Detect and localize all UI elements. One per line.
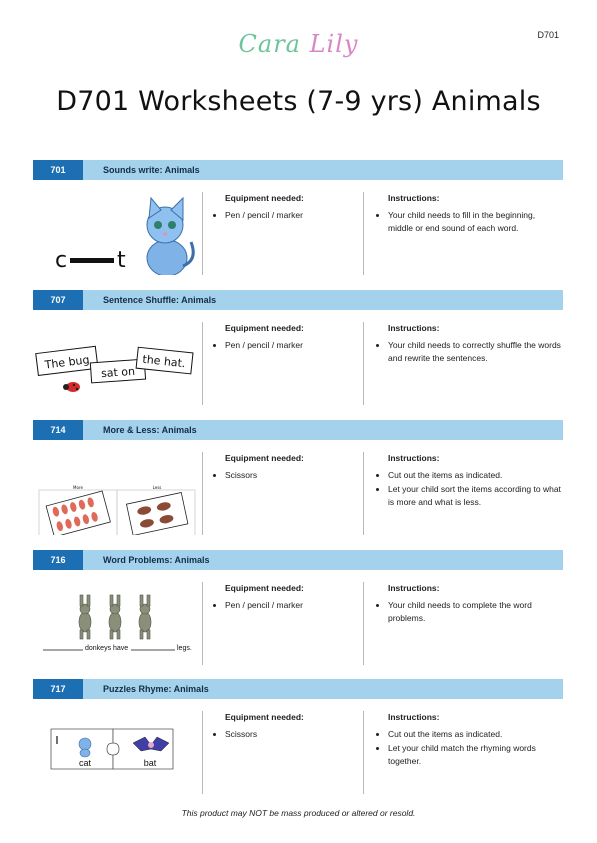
instruction-item: • Your child needs to fill in the beginning, middle or end sound of each word. <box>388 209 562 235</box>
section-number: 716 <box>33 550 83 570</box>
equipment-heading: Equipment needed: <box>225 193 304 203</box>
column-divider <box>202 322 203 405</box>
instructions-heading: Instructions: <box>388 453 440 463</box>
equipment-column <box>209 322 359 353</box>
blank-line <box>70 258 114 263</box>
column-divider <box>202 711 203 794</box>
section-717 <box>33 679 563 794</box>
instructions-heading: Instructions: <box>388 193 440 203</box>
more-label: More <box>73 485 83 490</box>
section-714 <box>33 420 563 535</box>
instruction-item: • Your child needs to complete the word problems. <box>388 599 562 625</box>
instruction-item: • Your child needs to correctly shuffle the words and rewrite the sentences. <box>388 339 562 365</box>
sentence-shuffle-illustration <box>33 310 198 405</box>
rhyme-word: bat <box>143 758 157 768</box>
logo-part-1: Cara <box>238 30 301 58</box>
column-divider <box>202 582 203 665</box>
equipment-item: • Scissors <box>225 469 359 482</box>
section-header <box>33 550 563 570</box>
section-707 <box>33 290 563 405</box>
ladybug-icon <box>63 382 80 392</box>
column-divider <box>363 452 364 535</box>
word-end-letter: t <box>117 248 126 273</box>
column-divider <box>202 452 203 535</box>
equipment-heading: Equipment needed: <box>225 453 304 463</box>
cat-icon <box>147 198 193 275</box>
document-code: D701 <box>537 30 559 40</box>
word-card: the hat. <box>141 352 187 371</box>
equipment-column <box>209 192 359 223</box>
section-name: Word Problems: Animals <box>103 555 210 565</box>
section-716 <box>33 550 563 665</box>
section-name: Puzzles Rhyme: Animals <box>103 684 209 694</box>
section-number: 714 <box>33 420 83 440</box>
cat-icon <box>79 738 91 757</box>
column-divider <box>202 192 203 275</box>
word-card: sat on <box>100 364 136 381</box>
rhyme-word: cat <box>78 758 92 768</box>
instructions-heading: Instructions: <box>388 323 440 333</box>
section-name: Sounds write: Animals <box>103 165 200 175</box>
page-title: D701 Worksheets (7-9 yrs) Animals <box>56 86 541 117</box>
less-card <box>126 493 187 535</box>
equipment-item: • Pen / pencil / marker <box>225 209 359 222</box>
equipment-heading: Equipment needed: <box>225 323 304 333</box>
section-number: 707 <box>33 290 83 310</box>
section-header <box>33 420 563 440</box>
column-divider <box>363 582 364 665</box>
instructions-column <box>372 192 562 236</box>
column-divider <box>363 711 364 794</box>
equipment-heading: Equipment needed: <box>225 712 304 722</box>
section-header <box>33 679 563 699</box>
instruction-item: • Let your child sort the items according to what is more and what is less. <box>388 483 562 509</box>
instruction-item: • Cut out the items as indicated. <box>388 469 562 482</box>
brand-logo <box>0 30 597 58</box>
problem-text-end: legs. <box>177 645 192 652</box>
equipment-item: • Pen / pencil / marker <box>225 339 359 352</box>
sounds-write-illustration <box>33 180 198 275</box>
equipment-item: • Pen / pencil / marker <box>225 599 359 612</box>
equipment-item: • Scissors <box>225 728 359 741</box>
equipment-heading: Equipment needed: <box>225 583 304 593</box>
section-number: 717 <box>33 679 83 699</box>
instructions-column <box>372 711 562 769</box>
more-less-illustration <box>33 440 198 535</box>
puzzles-rhyme-illustration <box>33 699 198 794</box>
equipment-column <box>209 711 359 742</box>
donkey-icon <box>79 595 91 639</box>
instructions-column <box>372 452 562 510</box>
column-divider <box>363 322 364 405</box>
section-701 <box>33 160 563 275</box>
word-problems-illustration <box>33 570 198 665</box>
equipment-column <box>209 582 359 613</box>
instructions-heading: Instructions: <box>388 712 440 722</box>
donkey-icon <box>139 595 151 639</box>
section-number: 701 <box>33 160 83 180</box>
word-card: The bug <box>43 353 91 372</box>
section-header <box>33 290 563 310</box>
section-name: More & Less: Animals <box>103 425 197 435</box>
instructions-heading: Instructions: <box>388 583 440 593</box>
instruction-item: • Let your child match the rhyming words together. <box>388 742 562 768</box>
section-name: Sentence Shuffle: Animals <box>103 295 217 305</box>
section-header <box>33 160 563 180</box>
problem-text: donkeys have <box>85 645 129 652</box>
equipment-column <box>209 452 359 483</box>
instruction-item: • Cut out the items as indicated. <box>388 728 562 741</box>
more-card <box>46 491 110 535</box>
less-label: Less <box>152 485 162 490</box>
footer-notice: This product may NOT be mass produced or altered or resold. <box>181 808 416 818</box>
instructions-column <box>372 322 562 366</box>
donkey-icon <box>109 595 121 639</box>
logo-part-2: Lily <box>309 30 359 58</box>
column-divider <box>363 192 364 275</box>
instructions-column <box>372 582 562 626</box>
word-start-letter: c <box>55 248 68 273</box>
